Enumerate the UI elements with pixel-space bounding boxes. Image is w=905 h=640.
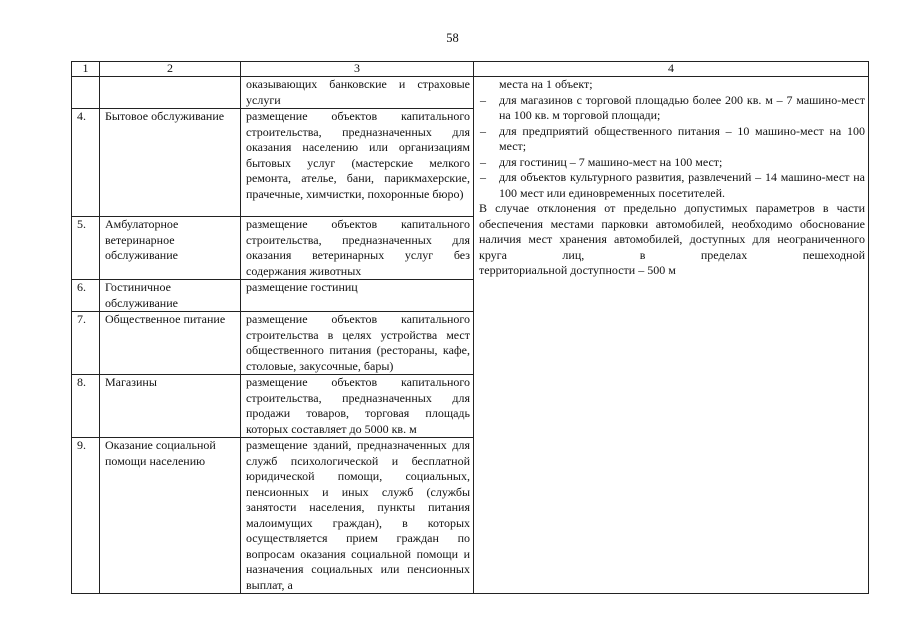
- row-description: размещение объектов капитального строительства в целях устройства мест общественного питания (рестораны, кафе, столовые, закусочные, бары): [241, 312, 474, 375]
- row-description: размещение объектов капитального строительства, предназначенных для оказания ветеринарных услуг без содержания животных: [241, 217, 474, 280]
- list-item-text: для гостиниц – 7 машино-мест на 100 мест;: [499, 154, 723, 169]
- row-description: размещение зданий, предназначенных для служб психологической и бесплатной юридической помощи, социальных, пенсионных и иных служб (службы занятости населения, пункты питания малоимущих граждан), в которых осуществляется прием граждан по вопросам оказания социальной помощи и назначения социальных или пенсионных выплат, а: [241, 438, 474, 594]
- parking-requirements-cell: [474, 77, 869, 594]
- column-header: 1: [72, 62, 100, 77]
- row-number: 4.: [72, 109, 100, 217]
- list-item: [479, 155, 865, 171]
- deviation-paragraph: [479, 201, 865, 279]
- table-header-row: [72, 62, 869, 77]
- row-description: размещение объектов капитального строительства, предназначенных для оказания населению или организациям бытовых услуг (мастерские мелкого ремонта, ателье, бани, парикмахерские, прачечные, химчистки, похоронные бюро): [241, 109, 474, 217]
- dash-bullet: –: [480, 92, 486, 107]
- row-description: размещение объектов капитального строительства, предназначенных для продажи товаров, торговая площадь которых составляет до 5000 кв. м: [241, 375, 474, 438]
- row-number: [72, 77, 100, 109]
- list-item: [479, 124, 865, 155]
- column-header: 4: [474, 62, 869, 77]
- paragraph-last-line: территориальной доступности – 500 м: [479, 263, 676, 277]
- row-name: Общественное питание: [100, 312, 241, 375]
- row-name: Оказание социальной помощи населению: [100, 438, 241, 594]
- row-number: 9.: [72, 438, 100, 594]
- table-row: [72, 77, 869, 109]
- row-description: оказывающих банковские и страховые услуги: [241, 77, 474, 109]
- column-header: 2: [100, 62, 241, 77]
- row-number: 7.: [72, 312, 100, 375]
- column-header: 3: [241, 62, 474, 77]
- row-description: размещение гостиниц: [241, 280, 474, 312]
- row-name: Магазины: [100, 375, 241, 438]
- dash-bullet: –: [480, 154, 486, 169]
- list-item-text: для предприятий общественного питания – 10 машино-мест на 100 мест;: [499, 123, 865, 153]
- row-name: Гостиничное обслуживание: [100, 280, 241, 312]
- row-name: Амбулаторное ветеринарное обслуживание: [100, 217, 241, 280]
- list-item-text: для магазинов с торговой площадью более 200 кв. м – 7 машино-мест на 100 кв. м торговой площади;: [499, 92, 865, 122]
- regulations-table: [71, 61, 869, 594]
- row-name: [100, 77, 241, 109]
- dash-bullet: –: [480, 123, 486, 138]
- row-number: 8.: [72, 375, 100, 438]
- list-item: [479, 93, 865, 124]
- list-item-text: для объектов культурного развития, развлечений – 14 машино-мест на 100 мест или единовременных посетителей.: [499, 170, 865, 200]
- row-name: Бытовое обслуживание: [100, 109, 241, 217]
- list-item: [479, 170, 865, 201]
- row-number: 6.: [72, 280, 100, 312]
- page-number: 58: [446, 31, 459, 45]
- dash-bullet: –: [480, 170, 486, 184]
- row-number: 5.: [72, 217, 100, 280]
- c4-first-line: места на 1 объект;: [499, 77, 593, 91]
- paragraph-text: В случае отклонения от предельно допустимых параметров в части обеспечения местами парковки автомобилей, необходимо обоснование наличия мест хранения автомобилей, доступных для неограниченного круга лиц, в пределах пешеходной: [479, 201, 865, 262]
